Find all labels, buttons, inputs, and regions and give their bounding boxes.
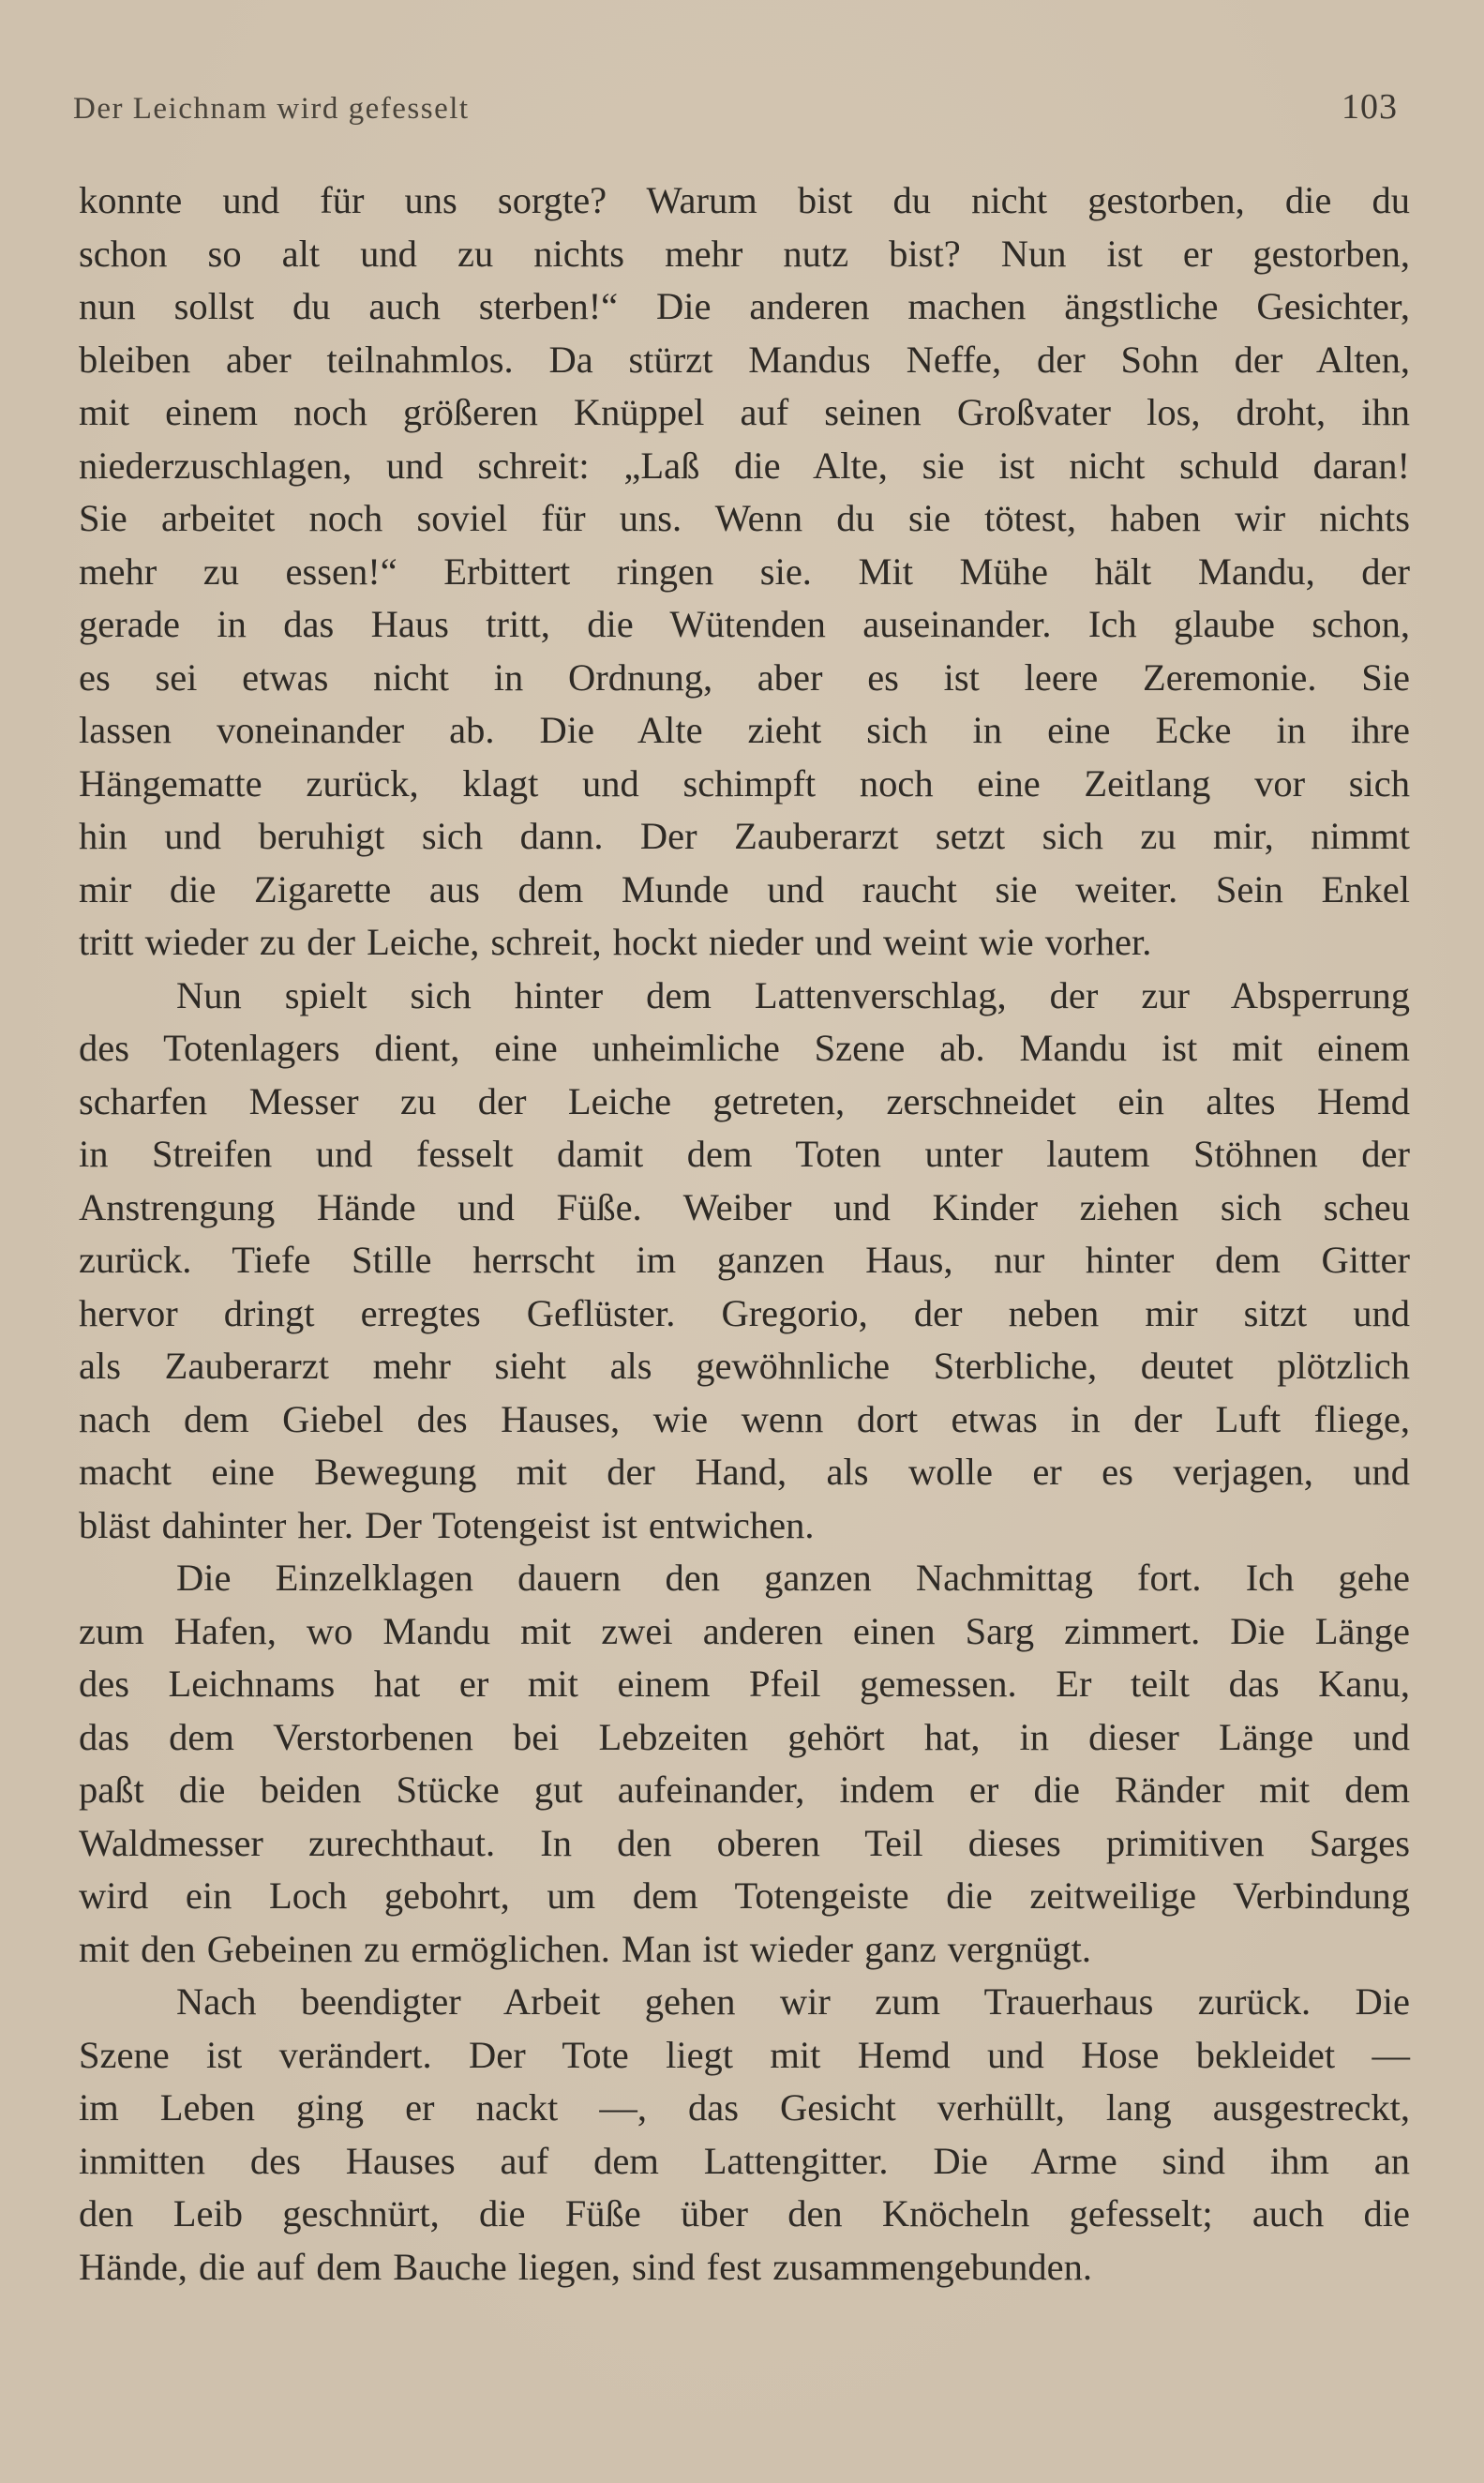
text-line: bläst dahinter her. Der Totengeist ist entwichen. bbox=[79, 1503, 815, 1546]
text-line: es sei etwas nicht in Ordnung, aber es ist leere Zeremonie. Sie bbox=[79, 655, 1410, 699]
text-line: hin und beruhigt sich dann. Der Zauberarzt setzt sich zu mir, nimmt bbox=[79, 815, 1410, 857]
text-line: in Streifen und fesselt damit dem Toten unter lautem Stöhnen der bbox=[79, 1133, 1410, 1175]
text-line: zum Hafen, wo Mandu mit zwei anderen einen Sarg zimmert. Die Länge bbox=[79, 1609, 1410, 1652]
running-head bbox=[73, 86, 1398, 133]
text-line: Nach beendigter Arbeit gehen wir zum Trauerhaus zurück. Die bbox=[176, 1980, 1410, 2023]
text-line: scharfen Messer zu der Leiche getreten, zerschneidet ein altes Hemd bbox=[79, 1079, 1410, 1122]
text-line: im Leben ging er nackt —, das Gesicht verhüllt, lang ausgestreckt, bbox=[79, 2086, 1410, 2129]
page-number: 103 bbox=[1342, 87, 1398, 127]
text-line: konnte und für uns sorgte? Warum bist du nicht gestorben, die du bbox=[79, 179, 1410, 221]
text-line: nun sollst du auch sterben!“ Die anderen machen ängstliche Gesichter, bbox=[79, 285, 1410, 327]
text-line: mit den Gebeinen zu ermöglichen. Man ist wieder ganz vergnügt. bbox=[79, 1927, 1092, 1970]
text-line: mit einem noch größeren Knüppel auf seinen Großvater los, droht, ihn bbox=[79, 391, 1410, 433]
running-title: Der Leichnam wird gefesselt bbox=[73, 92, 470, 126]
text-line: wird ein Loch gebohrt, um dem Totengeiste die zeitweilige Verbindung bbox=[79, 1874, 1410, 1917]
text-line: Nun spielt sich hinter dem Lattenverschlag, der zur Absperrung bbox=[176, 973, 1410, 1016]
text-line: Sie arbeitet noch soviel für uns. Wenn du sie tötest, haben wir nichts bbox=[79, 497, 1410, 539]
text-line: mehr zu essen!“ Erbittert ringen sie. Mit Mühe hält Mandu, der bbox=[79, 549, 1410, 593]
text-line: des Leichnams hat er mit einem Pfeil gemessen. Er teilt das Kanu, bbox=[79, 1663, 1410, 1705]
text-line: Anstrengung Hände und Füße. Weiber und Kinder ziehen sich scheu bbox=[79, 1185, 1410, 1228]
text-line: Die Einzelklagen dauern den ganzen Nachmittag fort. Ich gehe bbox=[176, 1557, 1410, 1599]
text-line: tritt wieder zu der Leiche, schreit, hockt nieder und weint wie vorher. bbox=[79, 921, 1152, 963]
text-line: mir die Zigarette aus dem Munde und raucht sie weiter. Sein Enkel bbox=[79, 867, 1410, 910]
text-line: Hängematte zurück, klagt und schimpft noch eine Zeitlang vor sich bbox=[79, 761, 1410, 805]
text-line: hervor dringt erregtes Geflüster. Gregorio, der neben mir sitzt und bbox=[79, 1291, 1410, 1334]
text-line: schon so alt und zu nichts mehr nutz bist? Nun ist er gestorben, bbox=[79, 232, 1410, 275]
text-line: als Zauberarzt mehr sieht als gewöhnliche Sterbliche, deutet plötzlich bbox=[79, 1345, 1410, 1387]
paragraph bbox=[79, 1552, 1410, 1976]
text-line: nach dem Giebel des Hauses, wie wenn dort etwas in der Luft fliege, bbox=[79, 1397, 1410, 1440]
text-line: zurück. Tiefe Stille herrscht im ganzen Haus, nur hinter dem Gitter bbox=[79, 1239, 1410, 1281]
text-line: bleiben aber teilnahmlos. Da stürzt Mandus Neffe, der Sohn der Alten, bbox=[79, 338, 1410, 381]
text-line: Szene ist verändert. Der Tote liegt mit Hemd und Hose bekleidet — bbox=[79, 2033, 1410, 2076]
text-line: niederzuschlagen, und schreit: „Laß die Alte, sie ist nicht schuld daran! bbox=[79, 444, 1410, 487]
paragraph bbox=[79, 174, 1410, 970]
text-line: paßt die beiden Stücke gut aufeinander, indem er die Ränder mit dem bbox=[79, 1768, 1410, 1811]
text-line: das dem Verstorbenen bei Lebzeiten gehört hat, in dieser Länge und bbox=[79, 1715, 1410, 1758]
text-line: macht eine Bewegung mit der Hand, als wolle er es verjagen, und bbox=[79, 1451, 1410, 1493]
text-line: Hände, die auf dem Bauche liegen, sind fest zusammengebunden. bbox=[79, 2245, 1093, 2288]
text-line: Waldmesser zurechthaut. In den oberen Teil dieses primitiven Sarges bbox=[79, 1821, 1410, 1864]
text-line: den Leib geschnürt, die Füße über den Knöcheln gefesselt; auch die bbox=[79, 2192, 1410, 2235]
text-line: gerade in das Haus tritt, die Wütenden auseinander. Ich glaube schon, bbox=[79, 603, 1410, 645]
text-line: lassen voneinander ab. Die Alte zieht sich in eine Ecke in ihre bbox=[79, 709, 1410, 751]
text-line: inmitten des Hauses auf dem Lattengitter. Die Arme sind ihm an bbox=[79, 2139, 1410, 2182]
paragraph bbox=[79, 1976, 1410, 2294]
paragraph bbox=[79, 970, 1410, 1553]
body-text bbox=[79, 174, 1410, 2294]
text-line: des Totenlagers dient, eine unheimliche Szene ab. Mandu ist mit einem bbox=[79, 1027, 1410, 1069]
